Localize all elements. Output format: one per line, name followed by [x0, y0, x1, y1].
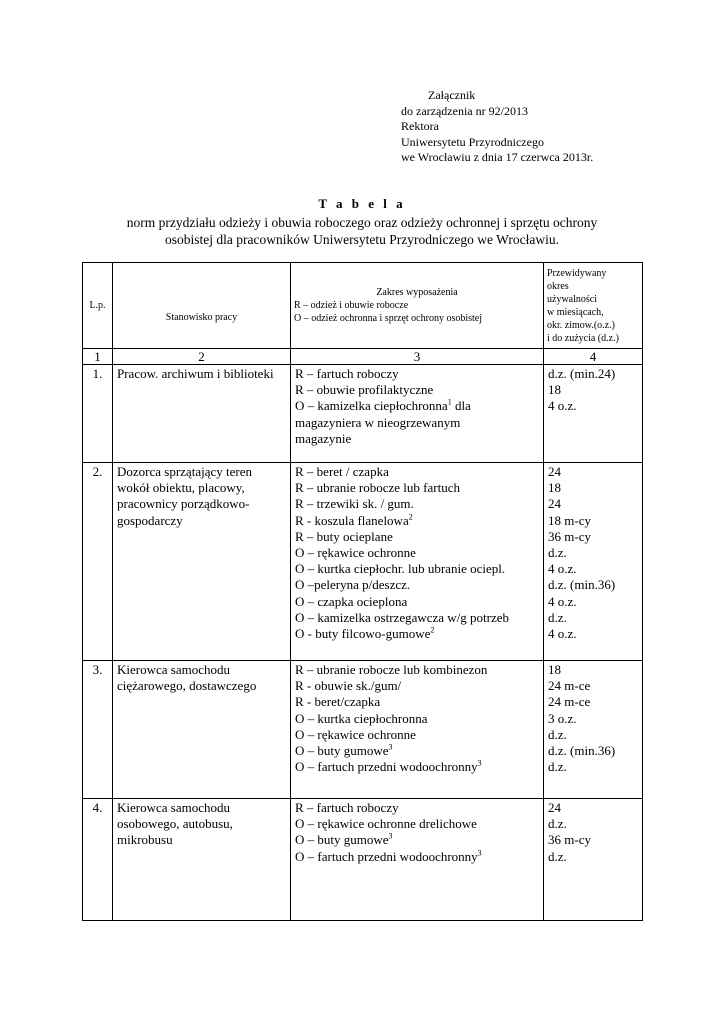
equipment-item [295, 513, 539, 529]
equipment-item [295, 678, 539, 694]
equipment-item [295, 711, 539, 727]
equipment-item-text: R – beret / czapka [295, 464, 389, 479]
equipment-item-text: O –peleryna p/deszcz. [295, 577, 411, 593]
equipment-item [295, 529, 539, 545]
footnote-marker: 3 [388, 742, 393, 752]
equipment-item-text: R – ubranie robocze lub fartuch [295, 480, 460, 496]
equipment-item [295, 545, 539, 561]
header-okres [544, 263, 643, 349]
equipment-item [295, 849, 539, 865]
equipment-item-text: R – fartuch roboczy [295, 366, 399, 381]
period-value: d.z. [548, 848, 567, 864]
period-value: d.z. [548, 816, 567, 832]
period-value: d.z. [548, 759, 567, 775]
equipment-item [295, 662, 539, 678]
period-value: 18 [548, 662, 561, 677]
equipment-item [295, 496, 539, 512]
equipment-item-text: O – czapka ocieplona [295, 593, 408, 609]
period-value: 18 [548, 480, 561, 496]
period-value: 24 m-ce [548, 678, 591, 694]
equipment-item [295, 759, 539, 775]
period-value: d.z. [548, 545, 567, 561]
equipment-item [295, 577, 539, 593]
row-okres [544, 661, 643, 799]
footnote-marker: 3 [477, 848, 482, 858]
table-row [83, 463, 643, 661]
column-number-row [83, 349, 643, 365]
period-value: d.z. [548, 726, 567, 742]
header-line: Uniwersytetu Przyrodniczego [401, 134, 544, 149]
equipment-item-text: O – fartuch przedni wodoochronny [295, 848, 478, 864]
equipment-item-text: O - buty filcowo-gumowe [295, 626, 431, 642]
equipment-item-suffix: dla [451, 398, 471, 414]
footnote-marker: 1 [447, 398, 452, 408]
subtitle-line: norm przydziału odzieży i obuwia roboczego oraz odzieży ochronnej i sprzętu ochrony [126, 215, 598, 230]
row-stanowisko: Dozorca sprzątający teren wokół obiektu, placowy, pracownicy porządkowo-gospodarczy [113, 463, 291, 661]
equipment-item [295, 743, 539, 759]
equipment-item-text: O – kurtka ciepłochronna [295, 710, 428, 726]
period-value: 4 o.z. [548, 593, 577, 609]
footnote-marker: 3 [477, 758, 482, 768]
clothing-norms-table [82, 262, 643, 921]
column-number: 3 [291, 349, 544, 365]
equipment-item [295, 464, 539, 480]
equipment-item-text: R – obuwie profilaktyczne [295, 382, 434, 398]
period-value: 18 [548, 382, 561, 398]
row-zakres [291, 799, 544, 921]
row-okres [544, 463, 643, 661]
equipment-item-text: R – fartuch roboczy [295, 800, 399, 815]
header-zakres [291, 263, 544, 349]
row-stanowisko: Kierowca samochodu ciężarowego, dostawczego [113, 661, 291, 799]
period-value: 24 [548, 800, 561, 815]
period-value: 3 o.z. [548, 710, 577, 726]
equipment-item-text: O – rękawice ochronne [295, 545, 416, 561]
period-value: 24 [548, 496, 561, 512]
document-title: T a b e l a [318, 196, 406, 211]
equipment-item [295, 561, 539, 577]
equipment-item [295, 727, 539, 743]
header-lp: L.p. [83, 263, 113, 349]
equipment-item [295, 594, 539, 610]
equipment-item-text: O – kamizelka ostrzegawcza w/g potrzeb [295, 609, 510, 625]
row-lp: 2. [83, 463, 113, 661]
equipment-item-text: magazynie [295, 430, 352, 446]
equipment-item-text: R - koszula flanelowa [295, 512, 409, 528]
equipment-item [295, 626, 539, 642]
period-value: 18 m-cy [548, 512, 591, 528]
header-line: do zarządzenia nr 92/2013 [401, 103, 528, 118]
header-row [83, 263, 643, 349]
row-zakres [291, 661, 544, 799]
equipment-item-text: R – trzewiki sk. / gum. [295, 496, 414, 512]
period-value: d.z. (min.24) [548, 366, 616, 381]
equipment-item-text: R – buty ocieplane [295, 528, 393, 544]
header-line: Załącznik [428, 88, 476, 102]
row-okres [544, 799, 643, 921]
equipment-item-text: R - beret/czapka [295, 694, 381, 710]
equipment-item-text: R - obuwie sk./gum/ [295, 678, 402, 694]
equipment-item-text: O – fartuch przedni wodoochronny [295, 759, 478, 775]
equipment-item [295, 480, 539, 496]
equipment-item [295, 800, 539, 816]
table-row [83, 661, 643, 799]
period-value: d.z. [548, 609, 567, 625]
equipment-item-text: O – kurtka ciepłochr. lub ubranie ociepl. [295, 561, 506, 577]
header-okres-line: i do zużycia (d.z.) [547, 332, 619, 344]
equipment-item-text: O – buty gumowe [295, 832, 389, 848]
header-zakres-line: O – odzież ochronna i sprzęt ochrony osobistej [294, 313, 483, 324]
header-okres-line: w miesiącach, [547, 306, 604, 318]
row-lp: 4. [83, 799, 113, 921]
header-line: Rektora [401, 119, 439, 133]
equipment-item [295, 832, 539, 848]
period-value: 4 o.z. [548, 626, 577, 642]
column-number: 4 [544, 349, 643, 365]
subtitle-line: osobistej dla pracowników Uniwersytetu Przyrodniczego we Wrocławiu. [165, 232, 559, 247]
footnote-marker: 2 [408, 512, 413, 522]
column-number: 2 [113, 349, 291, 365]
header-okres-line: okres [547, 280, 569, 292]
row-stanowisko: Pracow. archiwum i biblioteki [113, 365, 291, 463]
header-line: we Wrocławiu z dnia 17 czerwca 2013r. [401, 150, 594, 164]
footnote-marker: 2 [430, 625, 435, 635]
header-zakres-line: Zakres wyposażenia [376, 287, 458, 298]
equipment-item-text: R – ubranie robocze lub kombinezon [295, 662, 488, 677]
table-body [83, 263, 643, 921]
period-value: 36 m-cy [548, 832, 591, 848]
period-value: 4 o.z. [548, 398, 577, 414]
equipment-item-text: O – kamizelka ciepłochronna [295, 398, 448, 414]
row-zakres [291, 365, 544, 463]
header-zakres-line: R – odzież i obuwie robocze [294, 300, 409, 311]
row-okres [544, 365, 643, 463]
equipment-item-text: O – rękawice ochronne drelichowe [295, 816, 477, 832]
equipment-item [295, 431, 539, 447]
table-row [83, 799, 643, 921]
header-stanowisko [113, 263, 291, 349]
equipment-item-text: magazyniera w nieogrzewanym [295, 414, 461, 430]
footnote-marker: 3 [388, 832, 393, 842]
header-okres-line: używalności [547, 293, 597, 305]
equipment-item [295, 610, 539, 626]
equipment-item-text: O – buty gumowe [295, 743, 389, 759]
equipment-item [295, 415, 539, 431]
row-lp: 3. [83, 661, 113, 799]
equipment-item [295, 694, 539, 710]
equipment-item [295, 366, 539, 382]
period-value: 24 [548, 464, 561, 479]
column-number: 1 [83, 349, 113, 365]
period-value: 36 m-cy [548, 528, 591, 544]
attachment-header [401, 88, 593, 166]
row-lp: 1. [83, 365, 113, 463]
header-okres-line: okr. zimow.(o.z.) [547, 319, 615, 331]
document-subtitle [90, 214, 634, 248]
header-stanowisko-label: Stanowisko pracy [165, 312, 238, 323]
period-value: d.z. (min.36) [548, 743, 616, 759]
period-value: 4 o.z. [548, 561, 577, 577]
equipment-item [295, 382, 539, 398]
period-value: d.z. (min.36) [548, 577, 616, 593]
equipment-item [295, 398, 539, 414]
row-stanowisko: Kierowca samochodu osobowego, autobusu, mikrobusu [113, 799, 291, 921]
period-value: 24 m-ce [548, 694, 591, 710]
equipment-item-text: O – rękawice ochronne [295, 726, 416, 742]
table-row [83, 365, 643, 463]
equipment-item [295, 816, 539, 832]
row-zakres [291, 463, 544, 661]
header-okres-line: Przewidywany [547, 267, 607, 279]
